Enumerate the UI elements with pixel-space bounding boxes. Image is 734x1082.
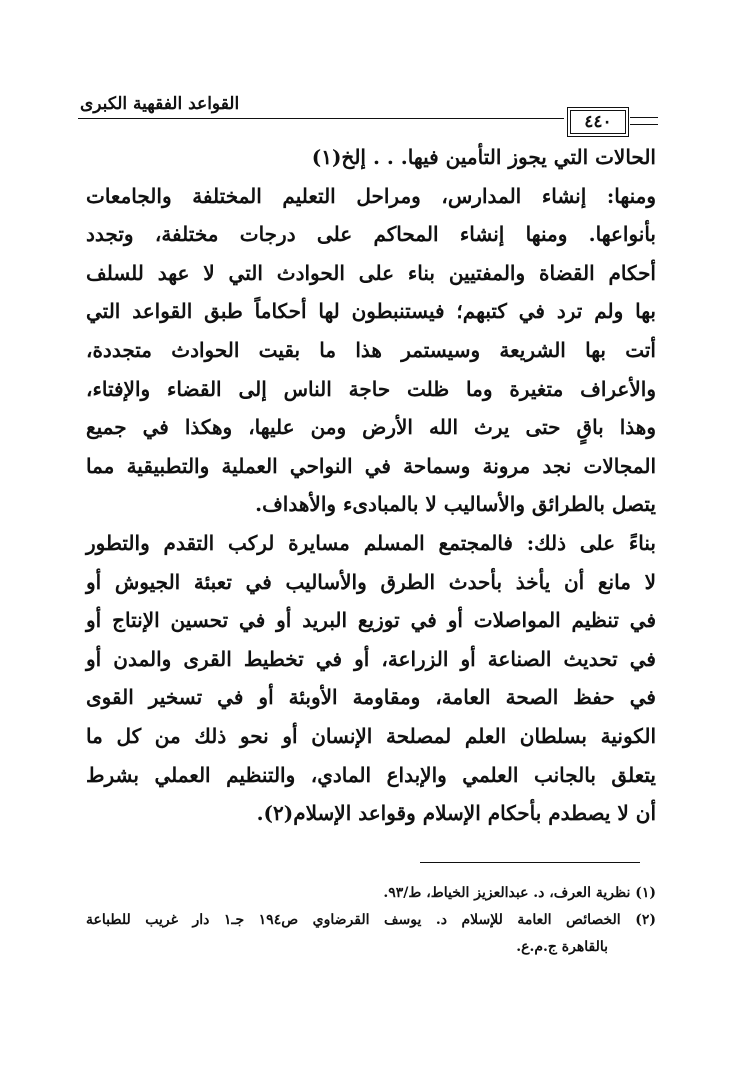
header-rule xyxy=(78,118,564,119)
text-line: المجالات نجد مرونة وسماحة في النواحي العملية والتطبيقية مما xyxy=(86,453,656,478)
page-number-ornament xyxy=(630,117,658,125)
text-line: يتصل بالطرائق والأساليب لا بالمبادىء والأهداف. xyxy=(255,492,656,517)
footnote-1: (١) نظرية العرف، د. عبدالعزيز الخياط، ط/٩٣. xyxy=(383,885,656,901)
text-line: بأنواعها. ومنها إنشاء المحاكم على درجات مختلفة، وتجدد xyxy=(86,222,656,247)
text-line: أحكام القضاة والمفتيين بناء على الحوادث التي لا عهد للسلف xyxy=(86,260,656,285)
text-line: في تحديث الصناعة أو الزراعة، أو في تخطيط القرى والمدن أو xyxy=(86,646,656,671)
page-number: ٤٤٠ xyxy=(570,110,626,134)
text-line: يتعلق بالجانب العلمي والإبداع المادي، والتنظيم العملي بشرط xyxy=(86,762,656,787)
running-header-title: القواعد الفقهية الكبرى xyxy=(80,94,240,114)
text-line: الحالات التي يجوز التأمين فيها. . . إلخ(١) xyxy=(311,145,656,169)
text-line: ومنها: إنشاء المدارس، ومراحل التعليم المختلفة والجامعات xyxy=(86,183,656,208)
text-line: لا مانع أن يأخذ بأحدث الطرق والأساليب في تعبئة الجيوش أو xyxy=(86,569,656,594)
main-text xyxy=(86,138,656,833)
text-line: بها ولم ترد في كتبهم؛ فيستنبطون لها أحكاماً طبق القواعد التي xyxy=(86,299,656,324)
text-line: الكونية بسلطان العلم لمصلحة الإنسان أو نحو ذلك من كل ما xyxy=(86,723,656,748)
text-line: في تنظيم المواصلات أو في توزيع البريد أو في تحسين الإنتاج أو xyxy=(86,608,656,633)
footnote-2: (٢) الخصائص العامة للإسلام د. يوسف القرضاوي ص١٩٤ جـ١ دار غريب للطباعة xyxy=(86,912,656,928)
text-line: وهذا باقٍ حتى يرث الله الأرض ومن عليها، وهكذا في جميع xyxy=(86,415,656,440)
footnote-2-continuation: بالقاهرة ج.م.ع. xyxy=(516,939,608,955)
footnote-separator xyxy=(420,862,640,863)
text-line: أتت بها الشريعة وسيستمر هذا ما بقيت الحوادث متجددة، xyxy=(86,337,656,362)
text-line: بناءً على ذلك: فالمجتمع المسلم مسايرة لركب التقدم والتطور xyxy=(86,530,656,555)
text-line: والأعراف متغيرة وما ظلت حاجة الناس إلى القضاء والإفتاء، xyxy=(86,376,656,401)
text-line: أن لا يصطدم بأحكام الإسلام وقواعد الإسلام(٢). xyxy=(256,801,656,826)
footnotes xyxy=(86,880,656,961)
text-line: في حفظ الصحة العامة، ومقاومة الأوبئة أو في تسخير القوى xyxy=(86,685,656,710)
